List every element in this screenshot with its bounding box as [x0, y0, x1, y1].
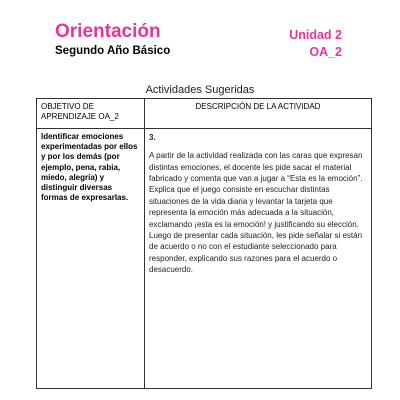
grade-subtitle: Segundo Año Básico	[55, 45, 171, 57]
objective-column-header: OBJETIVO DE APRENDIZAJE OA_2	[37, 99, 145, 129]
table-row	[37, 129, 372, 389]
activity-number: 3.	[149, 133, 156, 142]
section-heading: Actividades Sugeridas	[145, 84, 255, 96]
description-column-header: DESCRIPCIÓN DE LA ACTIVIDAD	[145, 99, 372, 129]
unit-label: Unidad 2	[289, 28, 342, 42]
activities-table	[36, 98, 372, 389]
activity-text: A partir de la actividad realizada con las caras que expresan distintas emociones, el docente les pide sacar el material fabricado y comenta que van a jugar a “Esta es la emoción”. Explica que el juego consiste en escuchar distintas situaciones de la vida diaria y levantar la tarjeta que representa la emoción más adecuada a la situación, exclamando ¡esta es la emoción! y justificando su elección. Luego de presentar cada situación, les pide señalar si están de acuerdo o no con el estudiante seleccionado para responder, explicando sus razones para el acuerdo o desacuerdo.	[149, 151, 363, 274]
oa-code-label: OA_2	[309, 45, 342, 59]
page-title: Orientación	[55, 21, 161, 42]
objective-cell: Identificar emociones experimentadas por ellos y por los demás (por ejemplo, pena, rabia, miedo, alegría) y distinguir diversas formas de expresarlas.	[37, 129, 145, 389]
table-header-row	[37, 99, 372, 129]
description-cell	[145, 129, 372, 389]
